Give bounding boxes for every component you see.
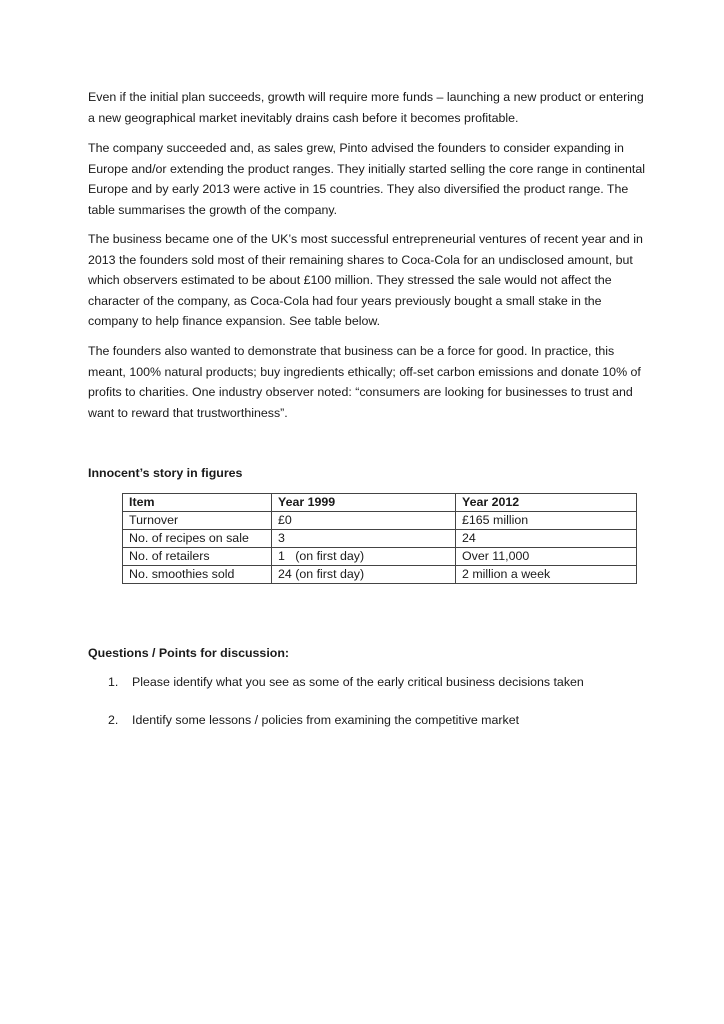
table-cell: No. of retailers: [123, 548, 272, 566]
table-row: [123, 530, 637, 548]
paragraph-coca-cola-sale: The business became one of the UK’s most successful entrepreneurial ventures of recent year and in 2013 the founders sold most of their remaining shares to Coca-Cola for an undisclosed amount, but which observers estimated to be about £100 million. They stressed the sale would not affect the character of the company, as Coca-Cola had four years previously bought a small stake in the company to help finance expansion. See table below.: [88, 232, 643, 329]
table-cell: 24: [456, 530, 637, 548]
table-cell: £0: [272, 512, 456, 530]
table-cell: 24 (on first day): [272, 566, 456, 584]
list-item-text: Identify some lessons / policies from examining the competitive market: [132, 713, 520, 727]
table-header-row: [123, 494, 637, 512]
header-year-2012: Year 2012: [456, 494, 637, 512]
list-item: [108, 672, 584, 692]
table-row: [123, 512, 637, 530]
table-cell: 2 million a week: [456, 566, 637, 584]
questions-heading: Questions / Points for discussion:: [88, 646, 290, 660]
table-row: [123, 566, 637, 584]
paragraph-expansion: The company succeeded and, as sales grew, Pinto advised the founders to consider expanding in Europe and/or extending the product ranges. They initially started selling the core range in continental Europe and by early 2013 were active in 15 countries. They also diversified the product range. The table summarises the growth of the company.: [88, 141, 646, 217]
table-cell: Turnover: [123, 512, 272, 530]
table-cell: £165 million: [456, 512, 637, 530]
list-item-text: Please identify what you see as some of the early critical business decisions taken: [132, 675, 584, 689]
table-cell: Over 11,000: [456, 548, 637, 566]
list-item: [108, 710, 519, 730]
table-cell: No. of recipes on sale: [123, 530, 272, 548]
table-title: Innocent’s story in figures: [88, 466, 243, 480]
paragraph-funding: Even if the initial plan succeeds, growth will require more funds – launching a new product or entering a new geographical market inevitably drains cash before it becomes profitable.: [88, 90, 644, 125]
table-row: [123, 548, 637, 566]
list-item-number: 2.: [108, 713, 119, 727]
table-cell: No. smoothies sold: [123, 566, 272, 584]
paragraph-force-for-good: The founders also wanted to demonstrate that business can be a force for good. In practice, this meant, 100% natural products; buy ingredients ethically; off-set carbon emissions and donate 10% of profits to charities. One industry observer noted: “consumers are looking for businesses to trust and want to reward that trustworthiness”.: [88, 344, 641, 420]
table-cell: 1 (on first day): [272, 548, 456, 566]
table-cell: 3: [272, 530, 456, 548]
header-year-1999: Year 1999: [272, 494, 456, 512]
figures-table: [122, 493, 637, 584]
header-item: Item: [123, 494, 272, 512]
list-item-number: 1.: [108, 675, 119, 689]
